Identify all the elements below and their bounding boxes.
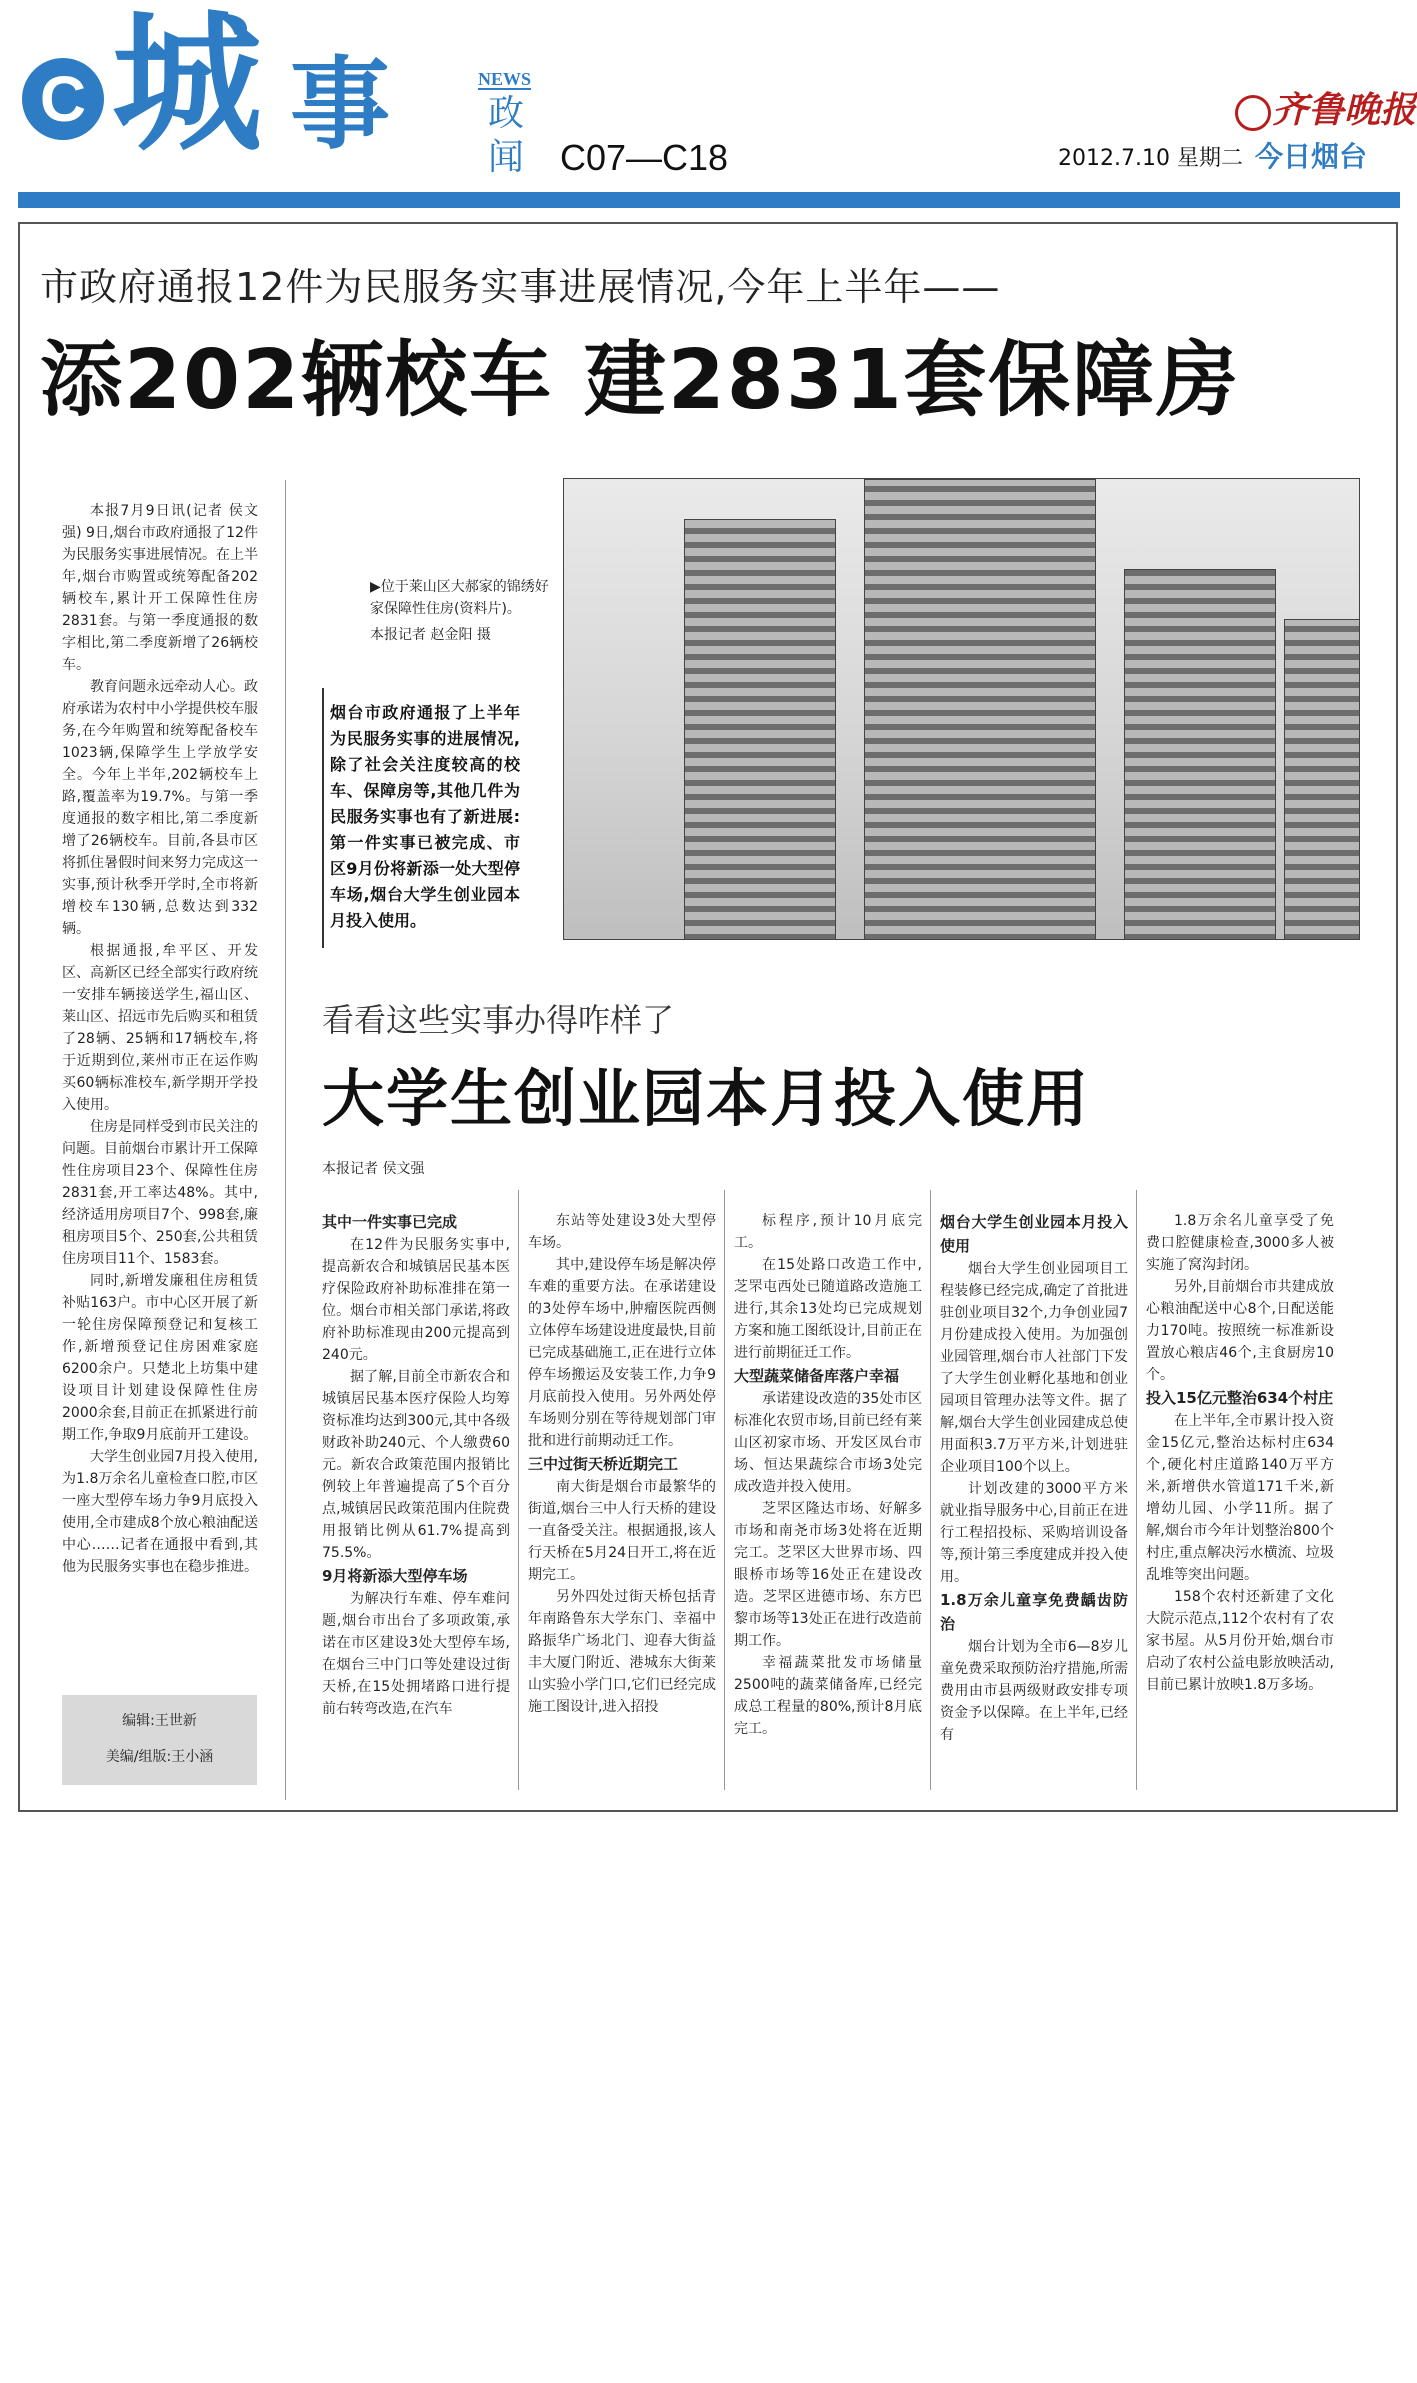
feature-subhead: 1.8万余儿童享免费龋齿防治	[940, 1591, 1128, 1633]
intro-rule	[322, 688, 324, 948]
feature-subhead: 大型蔬菜储备库落户幸福	[734, 1367, 900, 1385]
page-range: C07—C18	[560, 137, 729, 178]
feature-subhead: 烟台大学生创业园本月投入使用	[940, 1213, 1128, 1255]
masthead-rule	[18, 192, 1400, 208]
photo-tower	[1284, 619, 1360, 940]
feature-paragraph: 另外四处过街天桥包括青年南路鲁东大学东门、幸福中路振华广场北门、迎春大街益丰大厦门附近、港城东大街莱山实验小学门口,它们已经完成施工图设计,进入招投	[528, 1589, 716, 1715]
section-sub-zheng: 政	[488, 93, 525, 134]
photo-tower	[864, 479, 1096, 940]
lead-headline: 添202辆校车 建2831套保障房	[40, 333, 1240, 428]
photo-caption	[370, 576, 550, 646]
lead-paragraph: 本报7月9日讯(记者 侯文强) 9日,烟台市政府通报了12件为民服务实事进展情况。在上半年,烟台市购置或统筹配备202辆校车,累计开工保障性住房2831套。与第一季度通报的数字相比,第二季度新增了26辆校车。	[62, 503, 258, 673]
lead-paragraph: 住房是同样受到市民关注的问题。目前烟台市累计开工保障性住房项目23个、保障性住房2831套,开工率达48%。其中,经济适用房项目7个、998套,廉租房项目5个、250套,公共租赁住房项目11个、1583套。	[62, 1119, 258, 1267]
feature-paragraph: 烟台计划为全市6—8岁儿童免费采取预防治疗措施,所需费用由市县两级财政安排专项资金予以保障。在上半年,已经有	[940, 1639, 1128, 1743]
feature-paragraph: 承诺建设改造的35处市区标准化农贸市场,目前已经有莱山区初家市场、开发区凤台市场、恒达果蔬综合市场3处完成改造并投入使用。	[734, 1391, 922, 1495]
feature-column-2	[528, 1210, 716, 1718]
issue-date: 2012.7.10 星期二	[1058, 146, 1243, 171]
photo-credit: 本报记者 赵金阳 摄	[370, 627, 491, 643]
lead-column-1	[62, 500, 258, 1578]
feature-paragraph: 另外,目前烟台市共建成放心粮油配送中心8个,日配送能力170吨。按照统一标准新设置放心粮店46个,主食厨房10个。	[1146, 1279, 1334, 1383]
feature-paragraph: 为解决行车难、停车难问题,烟台市出台了多项政策,承诺在市区建设3处大型停车场,在烟台三中门口等处建设过街天桥,在15处拥堵路口进行提前右转弯改造,在汽车	[322, 1591, 510, 1717]
paper-name: 齐鲁晚报	[1272, 89, 1417, 131]
feature-subhead: 三中过街天桥近期完工	[528, 1455, 679, 1473]
paper-logo-icon	[1235, 95, 1271, 131]
feature-paragraph: 芝罘区隆达市场、好解多市场和南尧市场3处将在近期完工。芝罘区大世界市场、四眼桥市场等16处正在建设改造。芝罘区进德市场、东方巴黎市场等13处正在进行改造前期工作。	[734, 1501, 922, 1649]
designer-credit: 美编/组版:王小涵	[105, 1749, 214, 1765]
feature-paragraph: 标程序,预计10月底完工。	[734, 1213, 922, 1251]
credits-box	[62, 1695, 257, 1785]
section-c-logo: C	[22, 58, 104, 140]
feature-subhead: 其中一件实事已完成	[322, 1213, 458, 1231]
lead-paragraph: 同时,新增发廉租住房租赁补贴163户。市中心区开展了新一轮住房保障预登记和复核工作,新增预登记住房困难家庭6200余户。只楚北上坊集中建设项目计划建设保障性住房2000余套,目前正在抓紧进行前期工作,争取9月底前开工建设。	[62, 1273, 258, 1443]
feature-paragraph: 南大街是烟台市最繁华的街道,烟台三中人行天桥的建设一直备受关注。根据通报,该人行天桥在5月24日开工,将在近期完工。	[528, 1479, 716, 1583]
feature-kicker: 看看这些实事办得咋样了	[322, 1001, 675, 1039]
feature-column-3	[734, 1210, 922, 1740]
column-divider	[724, 1190, 725, 1790]
column-divider	[285, 480, 286, 1800]
section-title-shi: 事	[290, 46, 390, 163]
feature-paragraph: 烟台大学生创业园项目工程装修已经完成,确定了首批进驻创业项目32个,力争创业园7月份建成投入使用。为加强创业园管理,烟台市人社部门下发了大学生创业孵化基地和创业园项目管理办法等文件。据了解,烟台大学生创业园建成总使用面积3.7万平方米,计划进驻企业项目100个以上。	[940, 1261, 1128, 1475]
feature-paragraph: 1.8万余名儿童享受了免费口腔健康检查,3000多人被实施了窝沟封闭。	[1146, 1213, 1334, 1273]
lead-paragraph: 教育问题永远牵动人心。政府承诺为农村中小学提供校车服务,在今年购置和统筹配备校车1023辆,保障学生上学放学安全。今年上半年,202辆校车上路,覆盖率为19.7%。与第一季度通报的数字相比,第二季度新增了26辆校车。目前,各县市区将抓住暑假时间来努力完成这一实事,预计秋季开学时,全市将新增校车130辆,总数达到332辆。	[62, 679, 258, 937]
feature-paragraph: 在15处路口改造工作中,芝罘屯西处已随道路改造施工进行,其余13处均已完成规划方案和施工图纸设计,目前正在进行前期征迁工作。	[734, 1257, 922, 1361]
column-divider	[1136, 1190, 1137, 1790]
column-divider	[930, 1190, 931, 1790]
feature-column-5	[1146, 1210, 1334, 1696]
feature-byline: 本报记者 侯文强	[322, 1161, 425, 1177]
column-divider	[518, 1190, 519, 1790]
lead-paragraph: 大学生创业园7月投入使用,为1.8万余名儿童检查口腔,市区一座大型停车场力争9月底投入使用,全市建成8个放心粮油配送中心……记者在通报中看到,其他为民服务实事也在稳步推进。	[62, 1449, 258, 1575]
feature-paragraph: 计划改建的3000平方米就业指导服务中心,目前正在进行工程招投标、采购培训设备等,预计第三季度建成并投入使用。	[940, 1481, 1128, 1585]
feature-paragraph: 据了解,目前全市新农合和城镇居民基本医疗保险人均筹资标准均达到300元,其中各级财政补助240元、个人缴费60元。新农合政策范围内报销比例较上年普遍提高了5个百分点,城镇居民政策范围内住院费用报销比例从61.7%提高到75.5%。	[322, 1369, 510, 1561]
feature-column-1	[322, 1210, 510, 1720]
feature-paragraph: 幸福蔬菜批发市场储量2500吨的蔬菜储备库,已经完成总工程量的80%,预计8月底完工。	[734, 1655, 922, 1737]
feature-paragraph: 158个农村还新建了文化大院示范点,112个农村有了农家书屋。从5月份开始,烟台市启动了农村公益电影放映活动,目前已累计放映1.8万多场。	[1146, 1589, 1334, 1693]
feature-column-4	[940, 1210, 1128, 1746]
photo-tower	[1124, 569, 1276, 940]
editor-credit: 编辑:王世新	[122, 1713, 197, 1729]
feature-paragraph: 在上半年,全市累计投入资金15亿元,整治达标村庄634个,硬化村庄道路140万平方米,新增供水管道171千米,新增幼儿园、小学11所。据了解,烟台市今年计划整治800个村庄,重点解决污水横流、垃圾乱堆等突出问题。	[1146, 1413, 1334, 1583]
lead-intro: 烟台市政府通报了上半年为民服务实事的进展情况,除了社会关注度较高的校车、保障房等,其他几件为民服务实事也有了新进展:第一件实事已被完成、市区9月份将新添一处大型停车场,烟台大学生创业园本月投入使用。	[330, 703, 520, 930]
photo-caption-text: ▶位于莱山区大郝家的锦绣好家保障性住房(资料片)。	[370, 579, 549, 617]
feature-paragraph: 东站等处建设3处大型停车场。	[528, 1213, 716, 1251]
lead-paragraph: 根据通报,牟平区、开发区、高新区已经全部实行政府统一安排车辆接送学生,福山区、莱山区、招远市先后购买和租赁了28辆、25辆和17辆校车,将于近期到位,莱州市正在运作购买60辆标准校车,新学期开学投入使用。	[62, 943, 258, 1113]
feature-paragraph: 其中,建设停车场是解决停车难的重要方法。在承诺建设的3处停车场中,肿瘤医院西侧立体停车场建设进度最快,目前已完成基础施工,正在进行立体停车场搬运及安装工作,力争9月底前投入使用。另外两处停车场则分别在等待规划部门审批和进行前期动迁工作。	[528, 1257, 716, 1449]
lead-kicker: 市政府通报12件为民服务实事进展情况,今年上半年——	[40, 265, 1001, 309]
housing-photo	[563, 478, 1360, 940]
feature-headline: 大学生创业园本月投入使用	[322, 1062, 1091, 1135]
feature-paragraph: 在12件为民服务实事中,提高新农合和城镇居民基本医疗保险政府补助标准排在第一位。烟台市相关部门承诺,将政府补助标准现由200元提高到240元。	[322, 1237, 510, 1363]
section-sub-wen: 闻	[488, 137, 525, 178]
photo-tower	[684, 519, 836, 940]
news-label: NEWS	[478, 69, 532, 89]
edition-name: 今日烟台	[1255, 140, 1368, 173]
feature-subhead: 9月将新添大型停车场	[322, 1567, 468, 1585]
section-title-cheng: 城	[112, 0, 263, 172]
feature-subhead: 投入15亿元整治634个村庄	[1146, 1389, 1334, 1407]
